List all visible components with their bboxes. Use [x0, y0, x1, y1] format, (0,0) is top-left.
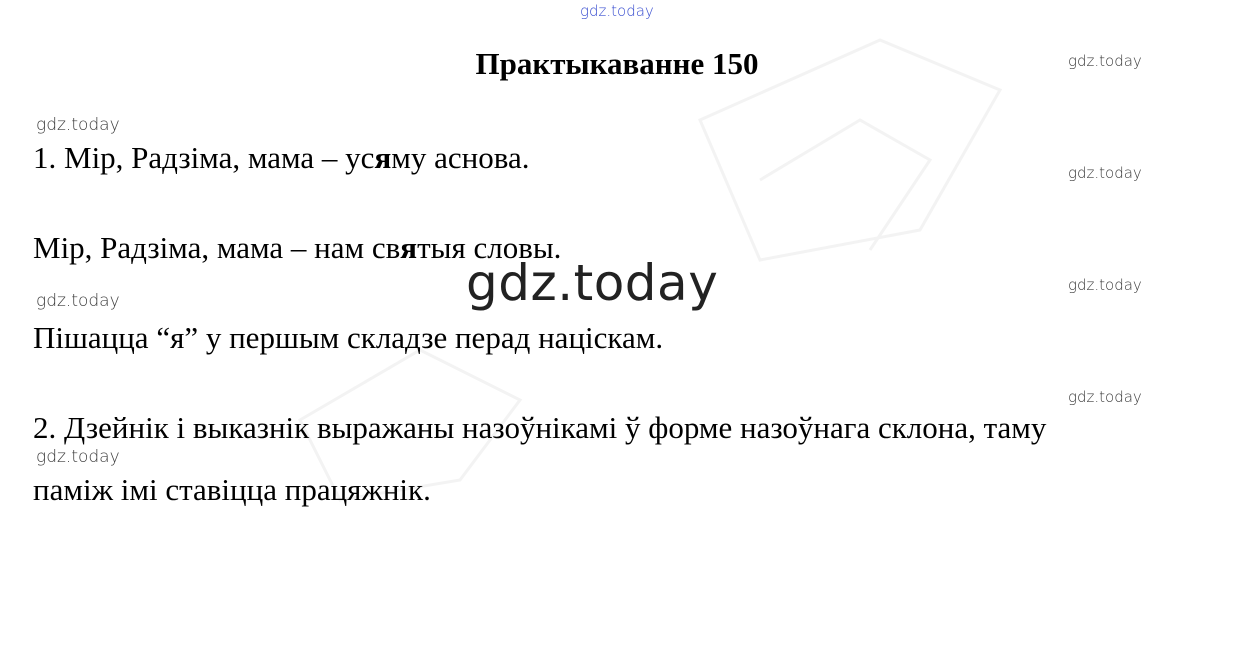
watermark-top: gdz.today — [580, 2, 654, 20]
watermark-left-3: gdz.today — [36, 447, 120, 467]
answer-item-1-highlight: я — [374, 140, 392, 175]
answer-item-2-line-1: 2. Дзейнік і выказнік выражаны назоўнікамі ў форме назоўнага склона, таму — [33, 410, 1047, 445]
answer-line-2-after: тыя словы. — [417, 230, 562, 265]
answer-item-1-before: 1. Мір, Радзіма, мама – ус — [33, 140, 375, 175]
watermark-right-4: gdz.today — [1068, 388, 1142, 406]
answer-item-1-after: му аснова. — [391, 140, 530, 175]
watermark-left-1: gdz.today — [36, 115, 120, 135]
answer-item-2-line-2: паміж імі ставіцца працяжнік. — [33, 472, 431, 507]
watermark-right-1: gdz.today — [1068, 52, 1142, 70]
watermark-right-2: gdz.today — [1068, 164, 1142, 182]
watermark-right-3: gdz.today — [1068, 276, 1142, 294]
answer-line-2-highlight: я — [400, 230, 418, 265]
watermark-center: gdz.today — [466, 254, 719, 312]
page-title: Практыкаванне 150 — [475, 46, 759, 81]
watermark-left-2: gdz.today — [36, 291, 120, 311]
answer-line-3: Пішацца “я” у першым складзе перад націскам. — [33, 320, 664, 355]
answer-item-1 — [33, 142, 529, 173]
answer-line-2-before: Мір, Радзіма, мама – нам св — [33, 230, 401, 265]
